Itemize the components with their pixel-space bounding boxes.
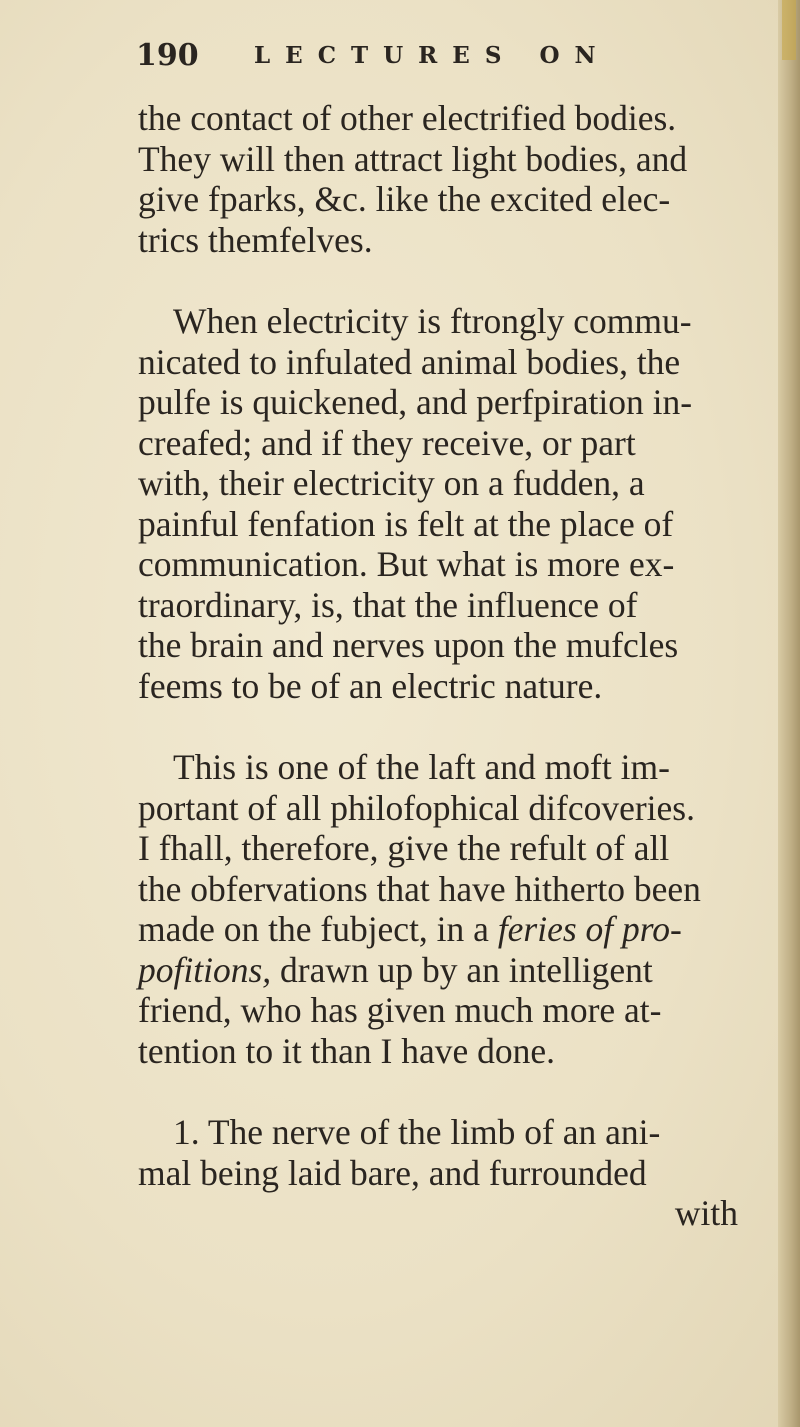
- text-line: communication. But what is more ex-: [138, 544, 675, 584]
- text-line: portant of all philofophical difcoveries.: [138, 787, 695, 828]
- text-line: the brain and nerves upon the mufcles: [138, 625, 679, 665]
- text-line: When electricity is ftrongly commu-: [173, 301, 692, 341]
- text-line: painful fenfation is felt at the place of: [138, 503, 674, 544]
- text-line: the contact of other electrified bodies.: [138, 98, 677, 138]
- text-line: They will then attract light bodies, and: [138, 138, 688, 179]
- page-gutter: [778, 0, 800, 1427]
- body-text: [138, 98, 738, 1234]
- text-line: made on the fubject, in a feries of pro-: [138, 909, 682, 949]
- page-number: 190: [136, 38, 199, 73]
- text-line: feems to be of an electric nature.: [138, 665, 603, 706]
- text-line: with, their electricity on a fudden, a: [138, 463, 645, 503]
- text-line: This is one of the laft and moft im-: [173, 747, 670, 787]
- italic-phrase: pofitions,: [138, 949, 272, 990]
- text-line: nicated to infulated animal bodies, the: [138, 341, 681, 382]
- text-line: tention to it than I have done.: [138, 1030, 556, 1071]
- text-line: give fparks, &c. like the excited elec-: [138, 179, 671, 219]
- text-line: pofitions, drawn up by an intelligent: [138, 949, 653, 990]
- text-line: traordinary, is, that the influence of: [138, 584, 638, 625]
- running-title: LECTURES ON: [254, 42, 611, 69]
- text-line: trics themfelves.: [138, 219, 373, 260]
- text-line: friend, who has given much more at-: [138, 990, 662, 1030]
- text-line: mal being laid bare, and furrounded: [138, 1152, 647, 1193]
- text-line: 1. The nerve of the limb of an ani-: [173, 1112, 661, 1152]
- gutter-stain: [782, 0, 796, 60]
- catchword: with: [674, 1193, 738, 1233]
- text-line: pulfe is quickened, and perfpiration in-: [138, 382, 693, 422]
- text-line: the obfervations that have hitherto been: [138, 868, 701, 909]
- page-header: [136, 36, 740, 76]
- italic-phrase: feries of pro-: [497, 909, 682, 949]
- text-line: I fhall, therefore, give the refult of all: [138, 828, 670, 868]
- text-line: creafed; and if they receive, or part: [138, 422, 636, 463]
